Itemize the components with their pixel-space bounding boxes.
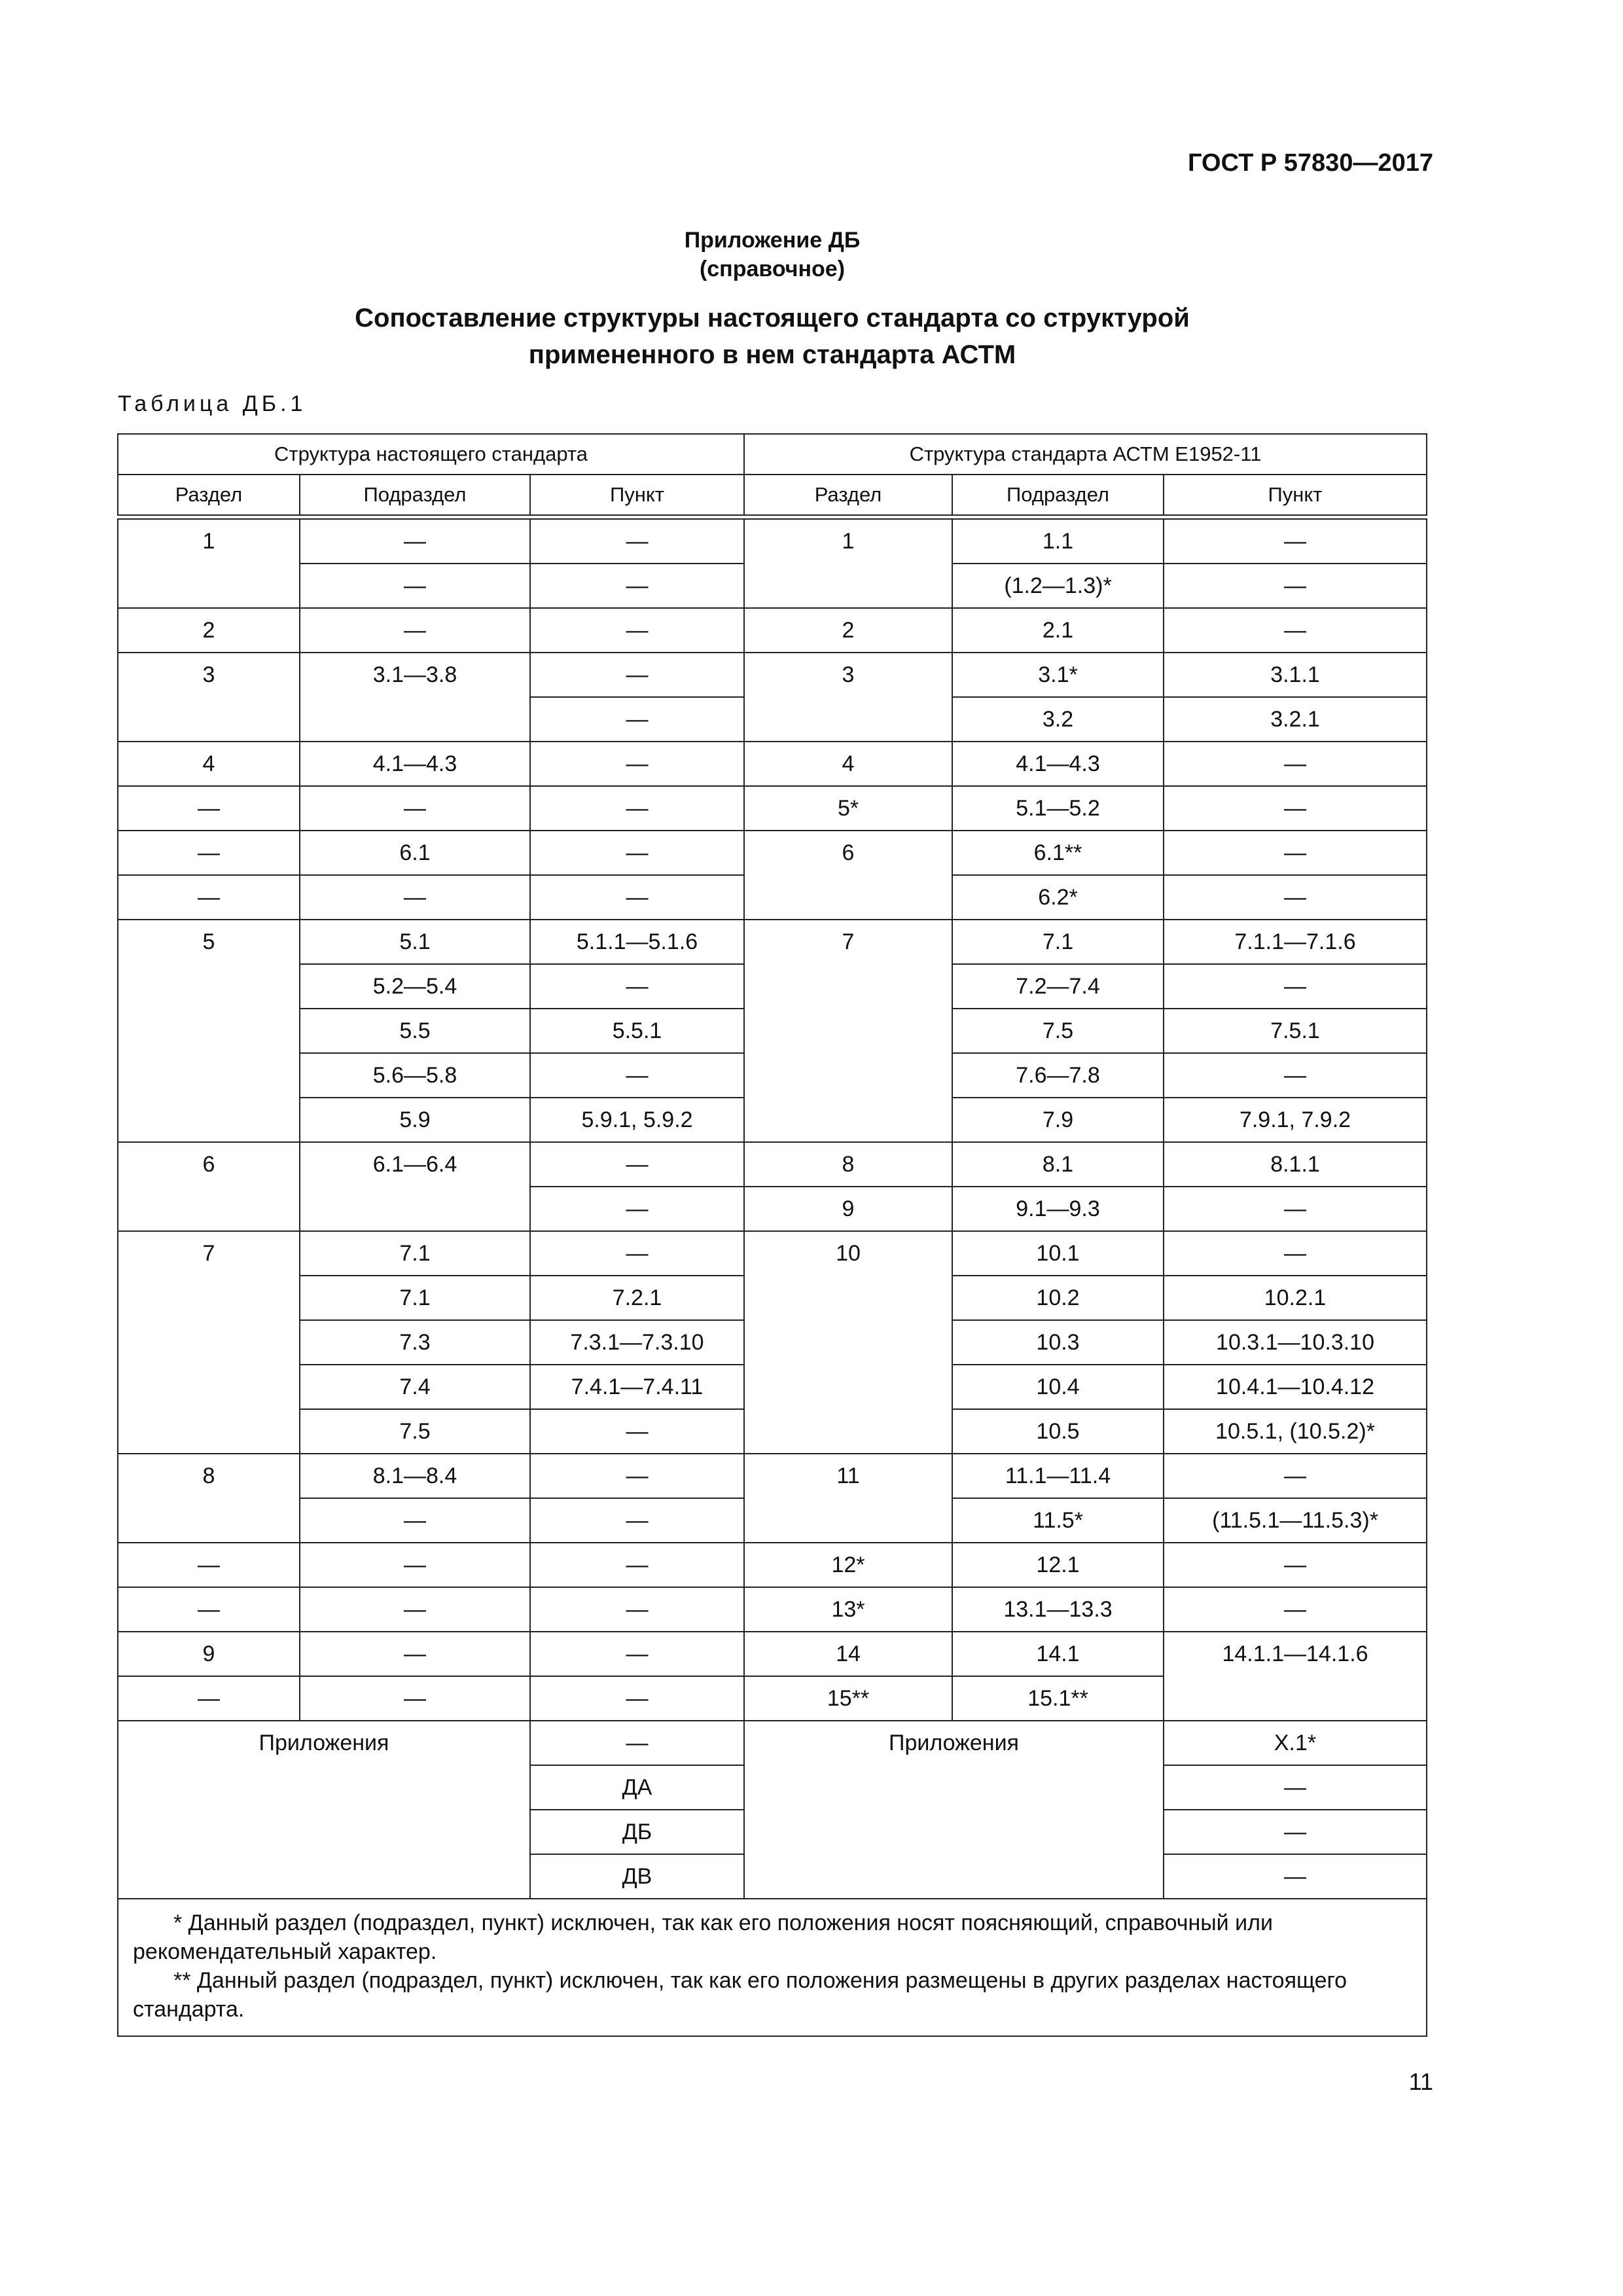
- table-cell: —: [118, 1676, 300, 1721]
- table-cell: —: [300, 1498, 530, 1543]
- table-cell: —: [300, 1676, 530, 1721]
- table-cell: 7.5.1: [1164, 1009, 1427, 1053]
- group-header-astm-standard: Структура стандарта АСТМ Е1952-11: [744, 434, 1427, 475]
- table-cell: 8.1: [952, 1142, 1164, 1187]
- table-cell: —: [530, 608, 744, 653]
- table-cell: —: [1164, 964, 1427, 1009]
- table-cell: —: [1164, 564, 1427, 608]
- table-cell: 13.1—13.3: [952, 1587, 1164, 1632]
- annex-heading: [118, 226, 1427, 283]
- table-cell: 4.1—4.3: [300, 742, 530, 786]
- table-cell: 3.1.1: [1164, 653, 1427, 697]
- table-cell: 10.3.1—10.3.10: [1164, 1320, 1427, 1365]
- table-cell: 3: [118, 653, 300, 742]
- appendix-left-label: Приложения: [118, 1721, 530, 1899]
- table-cell: —: [530, 564, 744, 608]
- table-cell: 12.1: [952, 1543, 1164, 1587]
- table-cell: 5.1.1—5.1.6: [530, 920, 744, 964]
- footnote-2: ** Данный раздел (подраздел, пункт) исключен, так как его положения размещены в других разделах настоящего стандарта.: [133, 1968, 1347, 2022]
- table-cell: —: [530, 1587, 744, 1632]
- table-cell: 6.2*: [952, 875, 1164, 920]
- table-cell: 14.1.1—14.1.6: [1164, 1632, 1427, 1721]
- table-cell: 12*: [744, 1543, 952, 1587]
- table-cell: —: [530, 1721, 744, 1765]
- table-cell: 10.2.1: [1164, 1276, 1427, 1320]
- table-cell: 3.2: [952, 697, 1164, 742]
- table-cell: —: [530, 786, 744, 831]
- table-cell: —: [1164, 1765, 1427, 1810]
- table-cell: —: [1164, 1454, 1427, 1498]
- table-cell: —: [118, 875, 300, 920]
- table-cell: 7: [744, 920, 952, 1142]
- table-cell: 1: [744, 519, 952, 608]
- table-row: [118, 653, 1427, 697]
- table-row: [118, 1231, 1427, 1276]
- table-cell: —: [530, 1053, 744, 1098]
- table-cell: —: [1164, 1187, 1427, 1231]
- table-cell: 7.4: [300, 1365, 530, 1409]
- group-header-this-standard: Структура настоящего стандарта: [118, 434, 744, 475]
- table-cell: 1: [118, 519, 300, 608]
- table-cell: —: [530, 1187, 744, 1231]
- table-cell: 4: [118, 742, 300, 786]
- column-header: Подраздел: [952, 475, 1164, 515]
- annex-name: Приложение ДБ: [684, 228, 861, 253]
- table-cell: —: [300, 1587, 530, 1632]
- table-cell: —: [530, 964, 744, 1009]
- table-cell: —: [530, 1543, 744, 1587]
- table-cell: 7.3.1—7.3.10: [530, 1320, 744, 1365]
- table-cell: (11.5.1—11.5.3)*: [1164, 1498, 1427, 1543]
- table-cell: 14: [744, 1632, 952, 1676]
- table-cell: —: [300, 875, 530, 920]
- standard-code: ГОСТ Р 57830—2017: [1188, 149, 1433, 177]
- table-cell: 5.6—5.8: [300, 1053, 530, 1098]
- table-cell: 9: [118, 1632, 300, 1676]
- table-cell: 7.6—7.8: [952, 1053, 1164, 1098]
- table-row: [118, 1543, 1427, 1587]
- table-cell: —: [118, 831, 300, 875]
- table-cell: —: [300, 608, 530, 653]
- table-cell: 6: [118, 1142, 300, 1231]
- table-cell: 9.1—9.3: [952, 1187, 1164, 1231]
- table-cell: 6: [744, 831, 952, 920]
- table-cell: Х.1*: [1164, 1721, 1427, 1765]
- table-cell: —: [1164, 1587, 1427, 1632]
- table-cell: 11.5*: [952, 1498, 1164, 1543]
- table-cell: 15.1**: [952, 1676, 1164, 1721]
- table-cell: 10.4.1—10.4.12: [1164, 1365, 1427, 1409]
- table-row: [118, 1587, 1427, 1632]
- table-cell: —: [1164, 519, 1427, 564]
- table-cell: —: [1164, 742, 1427, 786]
- table-cell: ДВ: [530, 1854, 744, 1899]
- table-row: [118, 608, 1427, 653]
- table-cell: 10.3: [952, 1320, 1164, 1365]
- footnote-row: [118, 1899, 1427, 2036]
- table-cell: —: [118, 1543, 300, 1587]
- table-cell: —: [530, 697, 744, 742]
- table-cell: —: [530, 1676, 744, 1721]
- table-cell: —: [300, 564, 530, 608]
- annex-title: [118, 300, 1427, 373]
- table-row: [118, 831, 1427, 875]
- table-cell: 7.1: [300, 1231, 530, 1276]
- table-cell: 5.2—5.4: [300, 964, 530, 1009]
- table-cell: —: [1164, 1231, 1427, 1276]
- table-cell: —: [530, 1142, 744, 1187]
- table-cell: —: [300, 786, 530, 831]
- table-cell: ДА: [530, 1765, 744, 1810]
- table-body: [118, 519, 1427, 2036]
- table-cell: 3.2.1: [1164, 697, 1427, 742]
- table-cell: 5.1: [300, 920, 530, 964]
- table-cell: 3: [744, 653, 952, 742]
- table-cell: 10.5.1, (10.5.2)*: [1164, 1409, 1427, 1454]
- table-cell: —: [1164, 1854, 1427, 1899]
- table-cell: —: [530, 831, 744, 875]
- table-row: [118, 786, 1427, 831]
- table-cell: —: [118, 1587, 300, 1632]
- table-cell: 3.1*: [952, 653, 1164, 697]
- table-cell: 7.5: [300, 1409, 530, 1454]
- table-cell: —: [1164, 875, 1427, 920]
- table-cell: —: [1164, 831, 1427, 875]
- table-cell: —: [530, 742, 744, 786]
- table-cell: 5*: [744, 786, 952, 831]
- table-cell: 8.1—8.4: [300, 1454, 530, 1498]
- table-cell: 1.1: [952, 519, 1164, 564]
- table-cell: 10.1: [952, 1231, 1164, 1276]
- table-cell: 6.1—6.4: [300, 1142, 530, 1231]
- table-cell: 7.1.1—7.1.6: [1164, 920, 1427, 964]
- table-cell: —: [530, 1632, 744, 1676]
- appendix-right-label: Приложения: [744, 1721, 1164, 1899]
- column-header: Пункт: [1164, 475, 1427, 515]
- annex-title-line-1: Сопоставление структуры настоящего стандарта со структурой: [355, 304, 1190, 332]
- table-cell: 7.1: [300, 1276, 530, 1320]
- table-cell: 10: [744, 1231, 952, 1454]
- annex-title-line-2: примененного в нем стандарта АСТМ: [528, 340, 1016, 369]
- table-cell: 10.4: [952, 1365, 1164, 1409]
- comparison-table: [117, 433, 1427, 2037]
- table-cell: 5.5: [300, 1009, 530, 1053]
- table-cell: 5.5.1: [530, 1009, 744, 1053]
- table-cell: 2.1: [952, 608, 1164, 653]
- table-cell: —: [530, 1409, 744, 1454]
- table-cell: —: [1164, 1053, 1427, 1098]
- table-cell: 13*: [744, 1587, 952, 1632]
- table-cell: (1.2—1.3)*: [952, 564, 1164, 608]
- table-cell: —: [1164, 608, 1427, 653]
- table-cell: —: [300, 1543, 530, 1587]
- table-cell: 5.1—5.2: [952, 786, 1164, 831]
- table-row: [118, 742, 1427, 786]
- table-cell: —: [530, 519, 744, 564]
- table-cell: 7.2.1: [530, 1276, 744, 1320]
- table-cell: 5.9: [300, 1098, 530, 1142]
- table-cell: 7: [118, 1231, 300, 1454]
- table-cell: 7.9.1, 7.9.2: [1164, 1098, 1427, 1142]
- table-cell: 8: [118, 1454, 300, 1543]
- table-cell: ДБ: [530, 1810, 744, 1854]
- table-cell: 5: [118, 920, 300, 1142]
- table-cell: —: [530, 1454, 744, 1498]
- table-cell: —: [530, 1231, 744, 1276]
- table-cell: 15**: [744, 1676, 952, 1721]
- table-cell: —: [530, 1498, 744, 1543]
- table-cell: 7.1: [952, 920, 1164, 964]
- table-cell: 9: [744, 1187, 952, 1231]
- table-cell: 8.1.1: [1164, 1142, 1427, 1187]
- table-cell: 11.1—11.4: [952, 1454, 1164, 1498]
- table-row: [118, 1454, 1427, 1498]
- table-cell: —: [300, 519, 530, 564]
- table-cell: 4: [744, 742, 952, 786]
- table-cell: 10.2: [952, 1276, 1164, 1320]
- table-row: [118, 1142, 1427, 1187]
- column-header: Раздел: [118, 475, 300, 515]
- table-cell: 2: [118, 608, 300, 653]
- table-cell: 6.1: [300, 831, 530, 875]
- table-cell: 7.3: [300, 1320, 530, 1365]
- table-cell: —: [530, 653, 744, 697]
- page-number: 11: [1408, 2068, 1433, 2095]
- table-cell: —: [300, 1632, 530, 1676]
- table-cell: 5.9.1, 5.9.2: [530, 1098, 744, 1142]
- footnote-1: * Данный раздел (подраздел, пункт) исключен, так как его положения носят поясняющий, справочный или рекомендательный характер.: [133, 1910, 1273, 1964]
- table-cell: —: [1164, 786, 1427, 831]
- table-cell: 7.4.1—7.4.11: [530, 1365, 744, 1409]
- table-cell: —: [1164, 1810, 1427, 1854]
- column-header: Раздел: [744, 475, 952, 515]
- table-cell: 6.1**: [952, 831, 1164, 875]
- table-cell: —: [530, 875, 744, 920]
- table-cell: 7.9: [952, 1098, 1164, 1142]
- column-header: Подраздел: [300, 475, 530, 515]
- annex-status: (справочное): [699, 257, 846, 281]
- table-cell: 2: [744, 608, 952, 653]
- table-label: Таблица ДБ.1: [118, 391, 307, 416]
- table-footnotes: [118, 1899, 1427, 2036]
- table-row: [118, 920, 1427, 964]
- table-cell: 14.1: [952, 1632, 1164, 1676]
- table-cell: 10.5: [952, 1409, 1164, 1454]
- table-cell: 11: [744, 1454, 952, 1543]
- table-row: [118, 1632, 1427, 1676]
- table-cell: —: [1164, 1543, 1427, 1587]
- table-cell: 4.1—4.3: [952, 742, 1164, 786]
- appendix-row: [118, 1721, 1427, 1765]
- table-cell: 3.1—3.8: [300, 653, 530, 742]
- column-header: Пункт: [530, 475, 744, 515]
- table-cell: 8: [744, 1142, 952, 1187]
- table-cell: 7.5: [952, 1009, 1164, 1053]
- table-cell: 7.2—7.4: [952, 964, 1164, 1009]
- table-cell: —: [118, 786, 300, 831]
- table-row: [118, 519, 1427, 564]
